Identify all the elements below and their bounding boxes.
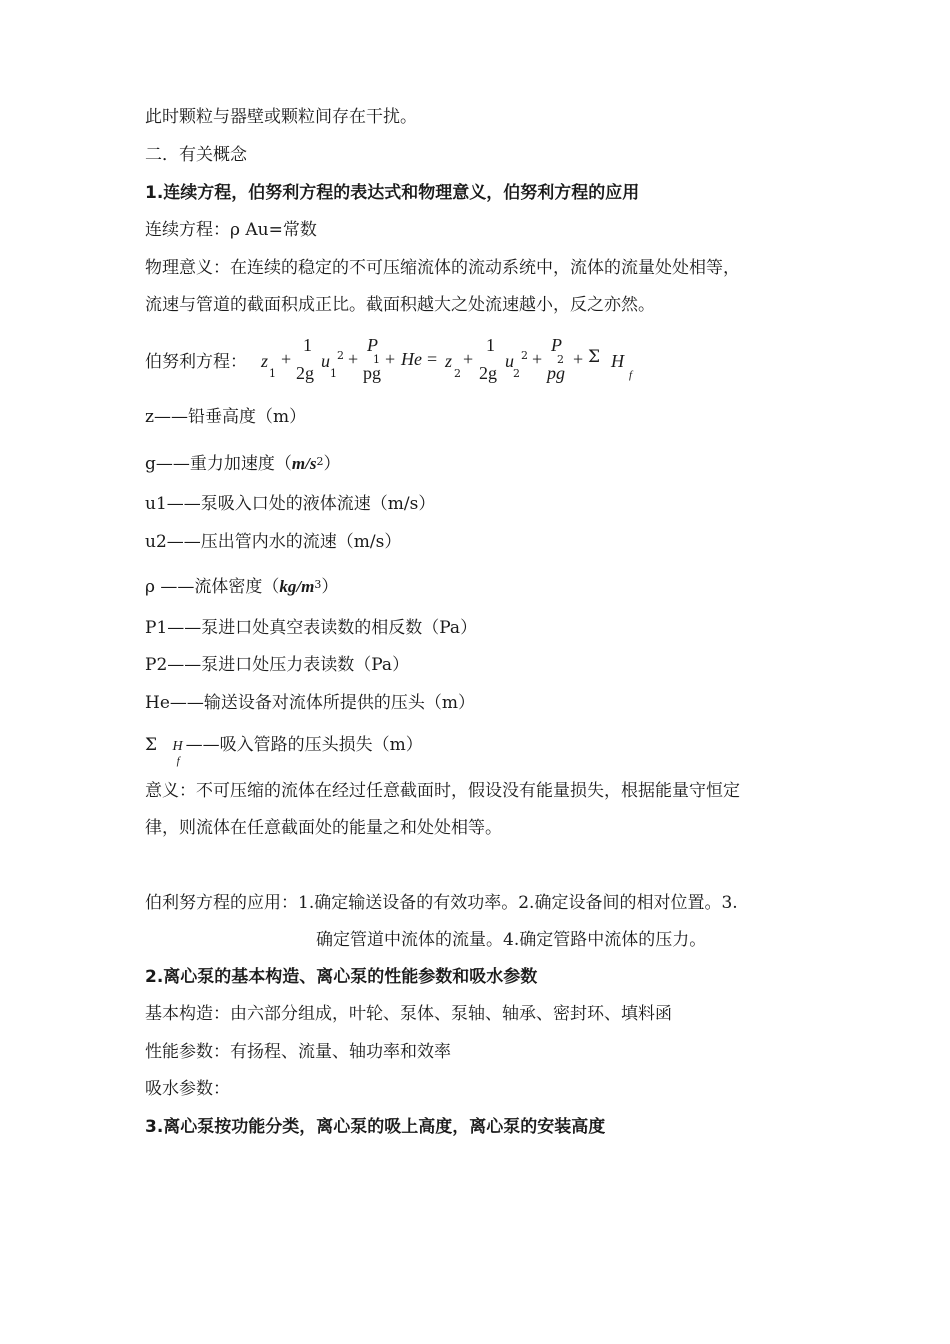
eq-sigma: Σ [588,347,601,367]
eq-num: 1 [303,335,312,355]
text-line: u1——泵吸入口处的液体流速（m/s） [145,494,436,514]
text-line: 意义：不可压缩的流体在经过任意截面时，假设没有能量损失，根据能量守恒定 [145,781,740,801]
eq-z1: z [261,351,269,371]
eq-equals: = [427,349,438,369]
text-line [145,734,423,767]
hf-desc: ——吸入管路的压头损失（m） [185,735,423,755]
eq-plus: + [348,349,359,369]
eq-pg: pg [363,363,381,383]
eq-pg: pg [547,363,565,383]
text-line: 吸水参数： [145,1079,230,1099]
eq-u2: u [505,351,514,371]
equation-label: 伯努利方程： [145,352,247,372]
text-line: 性能参数：有扬程、流量、轴功率和效率 [145,1042,451,1062]
rho-unit: kg/m [279,577,315,596]
g-exp: 2 [316,455,324,468]
section-heading: 二．有关概念 [145,145,247,165]
eq-den: 2g [296,363,314,383]
g-unit: m/s [291,454,317,473]
eq-z2: z [445,351,453,371]
text-line: 物理意义：在连续的稳定的不可压缩流体的流动系统中，流体的流量处处相等， [145,258,740,278]
g-suffix: ） [323,454,341,474]
g-def: g——重力加速度（ [145,454,292,474]
eq-h: H [611,351,624,371]
hf-h: H [172,739,183,754]
text-line: u2——压出管内水的流速（m/s） [145,532,402,552]
eq-p1: P [367,335,378,355]
text-line: 律，则流体在任意截面处的能量之和处处相等。 [145,818,502,838]
text-line: 流速与管道的截面积成正比。截面积越大之处流速越小，反之亦然。 [145,295,655,315]
eq-sub: 1 [373,353,380,366]
text-line: 基本构造：由六部分组成，叶轮、泵体、泵轴、轴承、密封环、填料函 [145,1004,672,1024]
rho-def: ρ ——流体密度（ [145,577,280,597]
text-line: 伯利努方程的应用：1.确定输送设备的有效功率。2.确定设备间的相对位置。3. [145,893,738,913]
text-line: 确定管道中流体的流量。4.确定管路中流体的压力。 [316,930,707,950]
eq-sub: 1 [330,367,337,380]
text-line [145,451,340,475]
eq-den: 2g [479,363,497,383]
text-line: z——铅垂高度（m） [145,407,307,427]
text-line: 此时颗粒与器壁或颗粒间存在干扰。 [145,107,417,127]
hf-sigma: Σ [145,735,158,755]
eq-plus: + [281,349,292,369]
eq-plus: + [532,349,543,369]
eq-sup: 2 [337,349,344,362]
eq-u1: u [321,351,330,371]
subsection-heading: 2.离心泵的基本构造、离心泵的性能参数和吸水参数 [145,967,538,987]
text-line [145,574,338,598]
text-line: P2——泵进口处压力表读数（Pa） [145,655,410,675]
eq-sub: 2 [557,353,564,366]
rho-suffix: ） [321,577,339,597]
eq-plus: + [573,349,584,369]
eq-sub: 2 [454,367,461,380]
eq-plus: + [385,349,396,369]
text-line: P1——泵进口处真空表读数的相反数（Pa） [145,618,478,638]
subsection-heading: 3.离心泵按功能分类，离心泵的吸上高度，离心泵的安装高度 [145,1117,606,1137]
eq-p2: P [551,335,562,355]
eq-sub: 1 [269,367,276,380]
subsection-heading: 1.连续方程，伯努利方程的表达式和物理意义，伯努利方程的应用 [145,183,640,203]
eq-sup: 2 [521,349,528,362]
text-line: He——输送设备对流体所提供的压头（m） [145,693,476,713]
eq-plus: + [463,349,474,369]
eq-sub: 2 [513,367,520,380]
text-line: 连续方程：ρ Au=常数 [145,220,317,240]
rho-exp: 3 [314,578,322,591]
hf-f: f [176,755,180,767]
eq-num: 1 [486,335,495,355]
eq-he: He [401,349,422,369]
eq-sub: f [629,369,633,381]
